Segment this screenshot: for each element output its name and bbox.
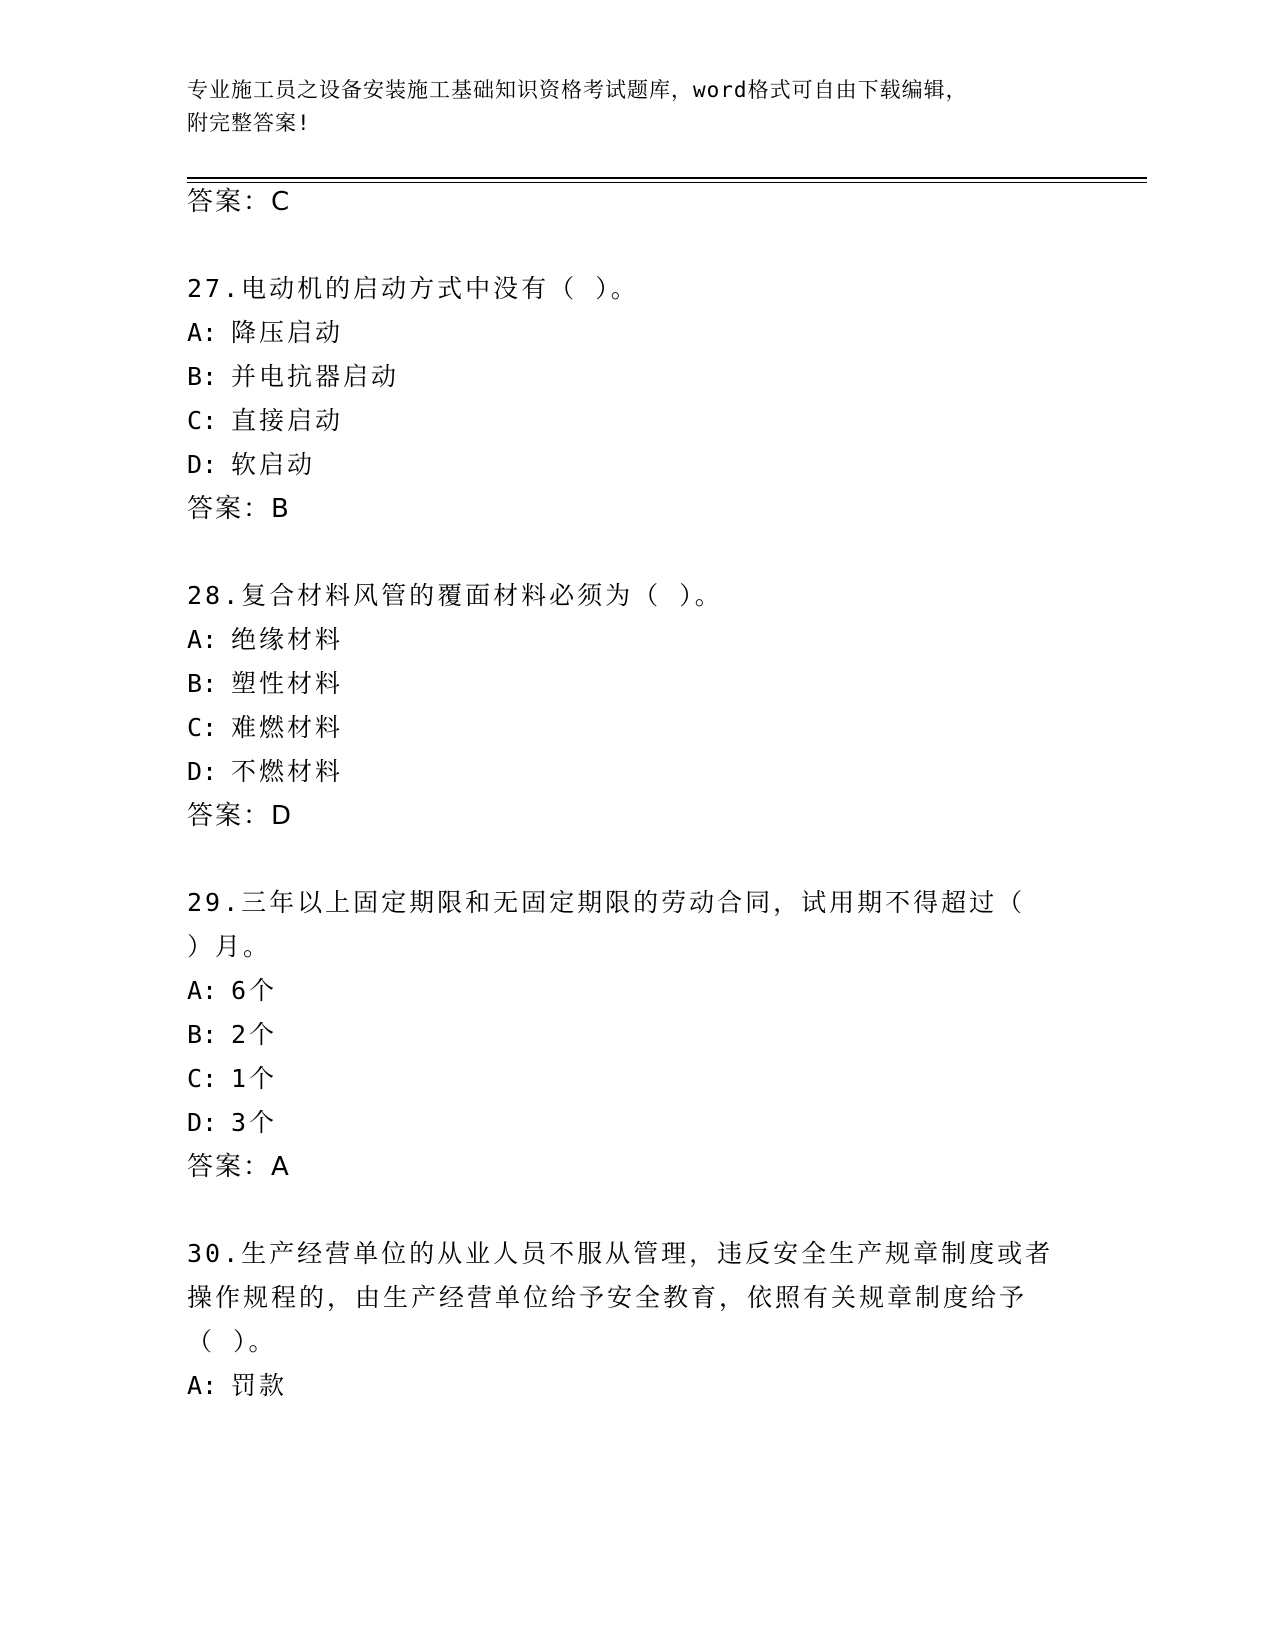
question-28-option-d [187,757,343,787]
question-30-stem-line-1: 30.生产经营单位的从业人员不服从管理，违反安全生产规章制度或者 [187,1239,1054,1268]
option-label: B: [187,362,218,391]
question-28-option-b [187,669,343,699]
question-28-stem: 28.复合材料风管的覆面材料必须为（ ）。 [187,581,723,610]
document-header [187,74,1087,140]
option-text: 绝缘材料 [231,625,344,654]
question-29-stem-line-2: ）月。 [187,932,272,961]
option-label: C: [187,1064,218,1093]
question-27-answer: 答案：B [187,494,291,524]
question-29-option-b [187,1020,277,1050]
header-divider [187,177,1147,183]
question-29-option-a [187,976,277,1006]
option-label: A: [187,1371,218,1400]
question-29-option-d [187,1108,277,1138]
option-text: 不燃材料 [231,757,344,786]
question-30-stem-line-2: 操作规程的，由生产经营单位给予安全教育，依照有关规章制度给予 [187,1283,1028,1312]
option-text: 直接启动 [231,406,344,435]
question-27-stem: 27.电动机的启动方式中没有（ ）。 [187,274,639,303]
option-text: 1个 [231,1064,278,1093]
header-line-1: 专业施工员之设备安装施工基础知识资格考试题库，word格式可自由下载编辑， [187,78,968,102]
option-label: B: [187,1020,218,1049]
option-label: A: [187,976,218,1005]
question-27-option-d [187,450,315,480]
question-29-option-c [187,1064,277,1094]
question-28-answer: 答案：D [187,801,294,831]
question-30-stem-line-3: （ ）。 [187,1327,277,1356]
question-29-stem-line-1: 29.三年以上固定期限和无固定期限的劳动合同，试用期不得超过（ [187,888,1026,917]
header-line-2: 附完整答案! [187,111,311,135]
option-text: 并电抗器启动 [231,362,400,391]
question-27-option-c [187,406,343,436]
option-text: 软启动 [231,450,316,479]
question-30-option-a [187,1371,287,1401]
option-text: 3个 [231,1108,278,1137]
question-27-option-a [187,318,343,348]
option-text: 难燃材料 [231,713,344,742]
option-label: C: [187,713,218,742]
option-label: D: [187,1108,218,1137]
option-text: 塑性材料 [231,669,344,698]
question-27-option-b [187,362,399,392]
question-29-answer: 答案：A [187,1152,291,1182]
option-label: D: [187,450,218,479]
question-28-option-c [187,713,343,743]
question-28-option-a [187,625,343,655]
option-label: A: [187,625,218,654]
option-label: C: [187,406,218,435]
answer-26: 答案：C [187,187,292,217]
option-text: 罚款 [231,1371,288,1400]
option-text: 6个 [231,976,278,1005]
option-label: A: [187,318,218,347]
option-text: 降压启动 [231,318,344,347]
option-text: 2个 [231,1020,278,1049]
option-label: D: [187,757,218,786]
option-label: B: [187,669,218,698]
